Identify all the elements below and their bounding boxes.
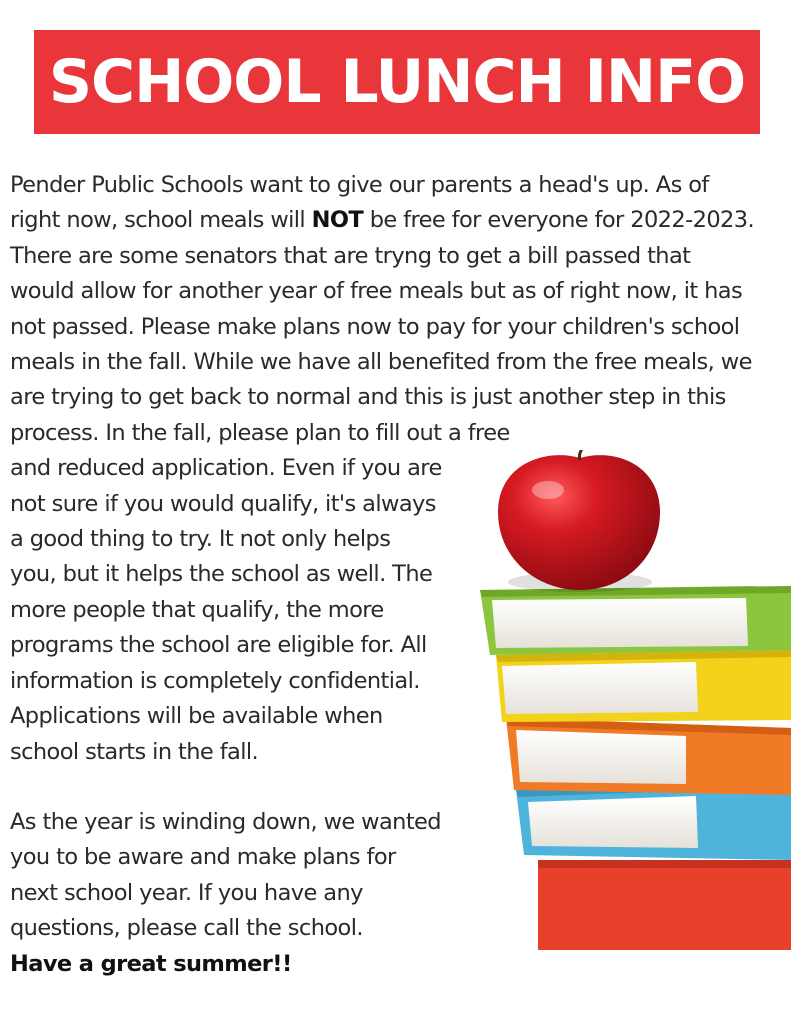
paragraph-line: There are some senators that are tryng to get a bill passed that: [10, 242, 691, 269]
apple: [498, 450, 660, 592]
paragraph-line: process. In the fall, please plan to fill out a free: [10, 419, 510, 446]
book-red: [538, 860, 791, 950]
paragraph-line: are trying to get back to normal and this is just another step in this: [10, 384, 726, 411]
text-segment: right now, school meals will: [10, 207, 312, 234]
paragraph-line: As the year is winding down, we wanted: [10, 808, 441, 835]
paragraph-line: next school year. If you have any: [10, 879, 363, 906]
text-segment: be free for everyone for 2022-2023.: [363, 207, 755, 234]
paragraph-line: not sure if you would qualify, it's always: [10, 490, 436, 517]
paragraph-line: more people that qualify, the more: [10, 596, 384, 623]
paragraph-line: you to be aware and make plans for: [10, 844, 396, 871]
book-orange: [506, 718, 791, 795]
paragraph-line: and reduced application. Even if you are: [10, 455, 442, 482]
paragraph-line: Pender Public Schools want to give our parents a head's up. As of: [10, 172, 709, 198]
paragraph-line: not passed. Please make plans now to pay for your children's school: [10, 313, 740, 340]
paragraph-line: would allow for another year of free meals but as of right now, it has: [10, 278, 743, 305]
paragraph-line: information is completely confidential.: [10, 667, 420, 694]
closing-line: Have a great summer!!: [10, 950, 292, 977]
paragraph-line: a good thing to try. It not only helps: [10, 526, 391, 553]
paragraph-line: [10, 203, 790, 238]
paragraph-line: meals in the fall. While we have all benefited from the free meals, we: [10, 349, 752, 376]
page-title: SCHOOL LUNCH INFO: [48, 47, 746, 117]
paragraph-line: Applications will be available when: [10, 703, 383, 730]
emphasis-text: NOT: [311, 207, 364, 234]
title-banner: [34, 30, 760, 134]
paragraph-line: programs the school are eligible for. All: [10, 632, 427, 659]
book-yellow: [496, 650, 791, 722]
paragraph-line: school starts in the fall.: [10, 738, 259, 765]
apple-on-books-icon: [476, 450, 791, 950]
book-green: [480, 586, 791, 655]
paragraph-line: questions, please call the school.: [10, 915, 363, 942]
paragraph-line: you, but it helps the school as well. The: [10, 561, 433, 588]
